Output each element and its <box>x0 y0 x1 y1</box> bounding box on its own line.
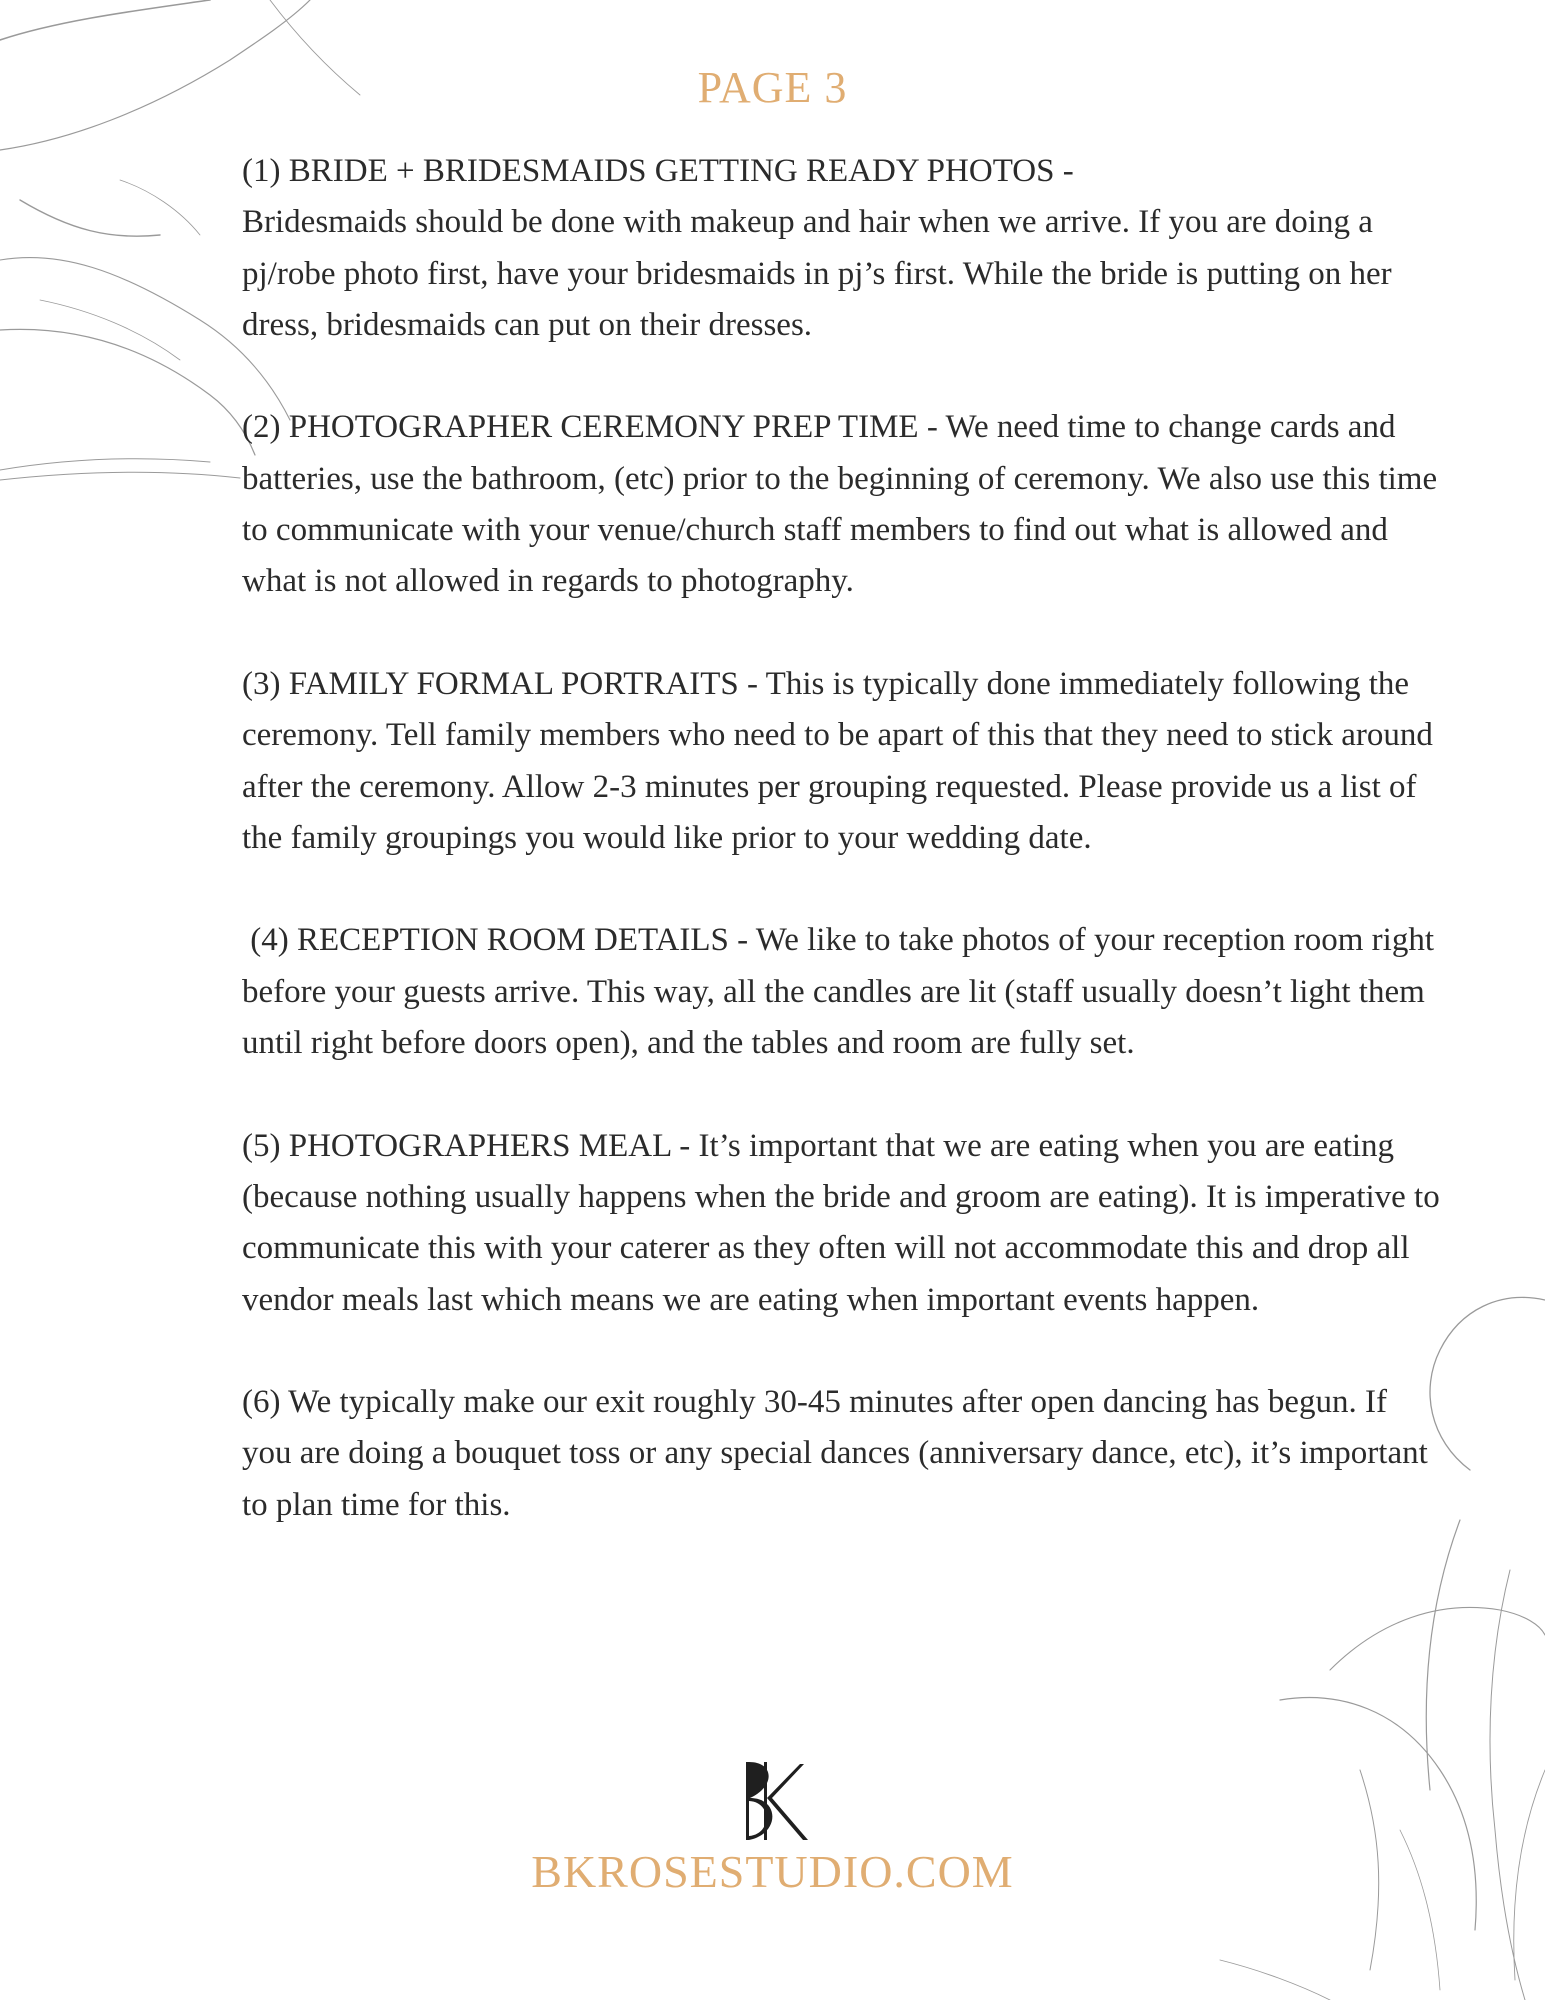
section-body: Bridesmaids should be done with makeup and hair when we arrive. If you are doing a pj/robe photo first, have your bridesmaids in pj’s first. While the bride is putting on her dress, bridesmaids can put on their dresses. <box>242 204 1392 343</box>
section-6 <box>242 1377 1442 1531</box>
section-body: It’s important that we are eating when you are eating (because nothing usually happens when the bride and groom are eating). It is imperative to communicate this with your caterer as they often will not accommodate this and drop all vendor meals last which means we are eating when important events happen. <box>242 1127 1440 1318</box>
section-heading: (5) PHOTOGRAPHERS MEAL - <box>242 1127 691 1164</box>
section-heading: (2) PHOTOGRAPHER CEREMONY PREP TIME - <box>242 409 938 446</box>
section-heading: (4) RECEPTION ROOM DETAILS - <box>250 922 749 959</box>
section-body: We like to take photos of your reception room right before your guests arrive. This way, all the candles are lit (staff usually doesn’t light them until right before doors open), and the tables and room are fully set. <box>242 922 1434 1062</box>
section-heading: (6) <box>242 1384 281 1421</box>
section-body: We need time to change cards and batteries, use the bathroom, (etc) prior to the beginning of ceremony. We also use this time to communicate with your venue/church staff members to find out what is allowed and what is not allowed in regards to photography. <box>242 409 1438 600</box>
bk-monogram-logo <box>0 1756 1545 1846</box>
monogram-icon <box>728 1756 818 1846</box>
section-heading: (3) FAMILY FORMAL PORTRAITS - <box>242 665 759 702</box>
section-heading: (1) BRIDE + BRIDESMAIDS GETTING READY PHOTOS - <box>242 153 1074 189</box>
section-3 <box>242 659 1442 864</box>
section-body: This is typically done immediately following the ceremony. Tell family members who need to be apart of this that they need to stick around after the ceremony. Allow 2-3 minutes per grouping requested. Please provide us a list of the family groupings you would like prior to your wedding date. <box>242 665 1433 856</box>
section-5 <box>242 1121 1442 1326</box>
section-body: We typically make our exit roughly 30-45 minutes after open dancing has begun. If you are doing a bouquet toss or any special dances (anniversary dance, etc), it’s important to plan time for this. <box>242 1384 1428 1523</box>
section-1 <box>242 146 1442 351</box>
website-url: BKROSESTUDIO.COM <box>531 1846 1014 1897</box>
section-2 <box>242 402 1442 607</box>
page-title: PAGE 3 <box>697 63 848 112</box>
instructions-body <box>242 146 1442 1582</box>
section-4 <box>242 915 1442 1069</box>
